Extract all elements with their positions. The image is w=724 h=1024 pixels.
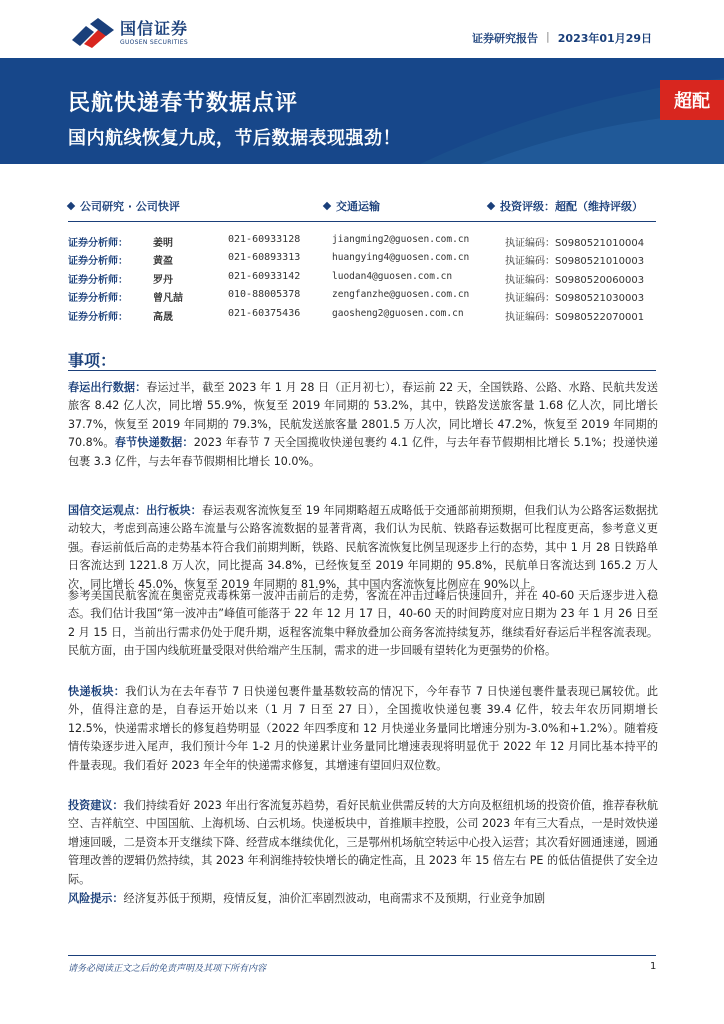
page-header [0,0,724,58]
guosen-logo-icon [70,18,116,48]
paragraph-highlight: 春节快递数据： [114,436,194,450]
analyst-cert: 执证编码：S0980521010003 [505,256,645,268]
analyst-cert: 执证编码：S0980521010004 [505,238,645,249]
analyst-row [68,234,668,252]
rating-badge: 超配 [660,80,724,120]
analyst-cert: 执证编码：S0980520060003 [505,274,645,286]
footer-disclaimer: 请务必阅读正文之后的免责声明及其项下所有内容 [68,964,267,974]
section-divider [68,370,656,371]
analyst-email[interactable]: gaosheng2@guosen.com.cn [332,307,464,319]
logo-en-text: GUOSEN SECURITIES [120,38,189,46]
category-industry [324,198,380,214]
report-date: 2023年01月29日 [557,32,652,45]
analyst-row [68,308,668,326]
paragraph-text: 春运过半，截至 2023 年 1 月 28 日（正月初七），春运前 22 天，全国铁路、公路、水路、民航共发送旅客 8.42 亿人次，同比增 55.9%，恢复至 2019 年同期的 53.2%，其中，铁路发送旅客量 1.68 亿人次，同比增长 37.7%，恢复至 2019 年同期的 79.3%，民航发送旅客量 2801.5 万人次，同比增长 47.2%，恢复至 2019 年同期的 70.8%。 [68,381,658,450]
analyst-row [68,271,668,289]
meta-separator: | [546,30,550,43]
analyst-email[interactable]: jiangming2@guosen.com.cn [332,234,470,245]
analyst-cert: 执证编码：S0980521030003 [505,293,645,305]
analyst-name: 黄盈 [153,256,173,268]
section-title: 事项： [68,351,117,370]
diamond-icon [487,202,495,210]
analyst-label: 证券分析师： [68,293,128,305]
paragraph-highlight: 快递板块： [68,685,126,698]
paragraph-lead: 国信交运观点： [68,504,147,517]
paragraph-highlight: 出行板块： [146,504,202,517]
diamond-icon [323,202,331,210]
report-meta [472,30,652,46]
paragraph-text: 2023 年春节 7 天全国揽收快递包裹约 4.1 亿件，与去年春节假期相比增长 5.1%；投递快递包裹 3.3 亿件，与去年春节假期相比增长 10.0%。 [68,436,658,468]
analyst-label: 证券分析师： [68,311,128,323]
analyst-name: 罗丹 [153,274,173,286]
paragraph-lead: 春运出行数据： [68,381,147,394]
paragraph-express [68,683,658,775]
paragraph-travel-data [68,379,658,471]
paragraph-text: 经济复苏低于预期，疫情反复，油价汇率剧烈波动，电商需求不及预期，行业竞争加剧 [123,892,546,905]
report-title: 民航快递春节数据点评 [68,91,299,116]
logo-cn-text: 国信证券 [120,18,189,38]
analyst-label: 证券分析师： [68,274,128,286]
analyst-phone: 021-60933142 [228,270,301,282]
title-banner [0,58,724,164]
analyst-email[interactable]: luodan4@guosen.com.cn [332,270,453,282]
category-report-kind-label: 公司研究 · 公司快评 [80,200,180,213]
analyst-name: 曾凡喆 [153,293,183,305]
paragraph-text: 我们认为在去年春节 7 日快递包裹件量基数较高的情况下，今年春节 7 日快递包裹件量表现已属较优。此外，值得注意的是，自春运开始以来（1 月 7 日至 27 日），全国揽收快递包裹 39.4 亿件，较去年农历同期增长 12.5%，快递需求增长的修复趋势明显（2022 年四季度和 12 月快递业务量同比增速分别为-3.0%和+1.2%）。随着疫情传染逐步进入尾声，我们预计今年 1-2 月的快递累计业务量同比增速表现将明显优于 2022 年 12 月同比基本持平的件量表现。我们看好 2023 年全年的快递需求修复，其增速有望回归双位数。 [68,685,658,772]
analyst-label: 证券分析师： [68,238,128,249]
analyst-phone: 021-60375436 [228,307,301,319]
category-rating [488,198,643,214]
paragraph-lead: 风险提示： [68,892,124,905]
paragraph-text: 春运表观客流恢复至 19 年同期略超五成略低于交通部前期预期，但我们认为公路客运数据扰动较大，考虑到高速公路车流量与公路客流数据的显著背离，我们认为民航、铁路春运数据可比程度更高，参考意义更强。春运前低后高的走势基本符合我们前期判断，铁路、民航客流恢复比例呈现逐步上行的态势，其中 1 月 28 日铁路单日客流达到 1221.8 万人次，同比提高 34.8%，已经恢复至 2019 年同期的 95.8%，民航单日客流达到 165.2 万人次，同比增长 45.0%，恢复至 2019 年同期的 81.9%，其中国内客流恢复比例应在 90%以上。 [68,504,658,591]
paragraph-travel-view [68,502,658,594]
paragraph-us-reference [68,587,658,661]
paragraph-investment-advice [68,797,658,889]
paragraph-text: 我们持续看好 2023 年出行客流复苏趋势，看好民航业供需反转的大方向及枢纽机场的投资价值，推荐春秋航空、吉祥航空、中国国航、上海机场、白云机场。快递板块中，首推顺丰控股，公司 2023 年有三大看点，一是时效快递增速回暖，二是资本开支继续下降、经营成本继续优化，三是鄂州机场航空转运中心投入运营；其次看好圆通速递，圆通管理改善的逻辑仍然持续，其 2023 年利润维持较快增长的确定性高，且 2023 年 15 倍左右 PE 的低估值提供了安全边际。 [68,799,658,886]
analyst-email[interactable]: zengfanzhe@guosen.com.cn [332,289,470,301]
analyst-table [68,234,668,326]
category-report-kind [68,198,180,214]
analyst-label: 证券分析师： [68,256,128,268]
guosen-logo [70,18,188,48]
paragraph-lead: 投资建议： [68,799,124,812]
footer-divider [68,955,656,956]
category-row [68,198,656,216]
analyst-row [68,252,668,270]
report-type: 证券研究报告 [472,32,539,45]
report-subtitle: 国内航线恢复九成，节后数据表现强劲！ [68,128,401,149]
category-industry-label: 交通运输 [336,200,380,213]
analyst-name: 高晟 [153,311,173,323]
analyst-name: 姜明 [153,238,173,249]
analyst-cert: 执证编码：S0980522070001 [505,311,645,323]
analyst-email[interactable]: huangying4@guosen.com.cn [332,252,470,264]
analyst-phone: 021-60933128 [228,234,301,245]
category-divider [68,221,656,222]
analyst-phone: 010-88005378 [228,289,301,301]
diamond-icon [67,202,75,210]
category-rating-label: 投资评级：超配（维持评级） [500,200,643,213]
analyst-row [68,289,668,307]
page-number: 1 [650,961,657,972]
analyst-phone: 021-60893313 [228,252,301,264]
paragraph-text: 参考美国民航客流在奥密克戎毒株第一波冲击前后的走势，客流在冲击过峰后快速回升，并在 40-60 天后逐步进入稳态。我们估计我国“第一波冲击”峰值可能落于 22 年 12 月 17 日，40-60 天的时间跨度对应日期为 23 年 1 月 26 日至 2 月 15 日，当前出行需求仍处于爬升期，返程客流集中释放叠加公商务客流持续复苏，继续看好春运后半程客流表现。民航方面，由于国内线航班量受限对供给端产生压制，需求的进一步回暖有望转化为更强势的价格。 [68,589,658,658]
paragraph-risk [68,890,658,908]
